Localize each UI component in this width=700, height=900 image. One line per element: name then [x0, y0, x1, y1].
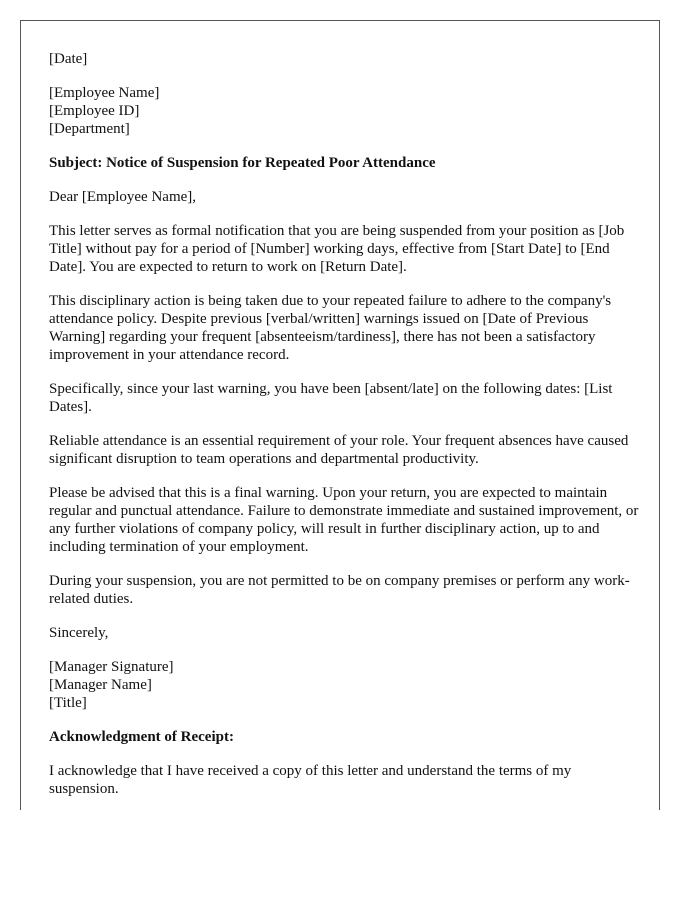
- manager-title: [Title]: [49, 695, 87, 711]
- letter-salutation: Dear [Employee Name],: [49, 189, 197, 205]
- manager-name: [Manager Name]: [49, 677, 152, 693]
- acknowledgment-heading: Acknowledgment of Receipt:: [49, 729, 234, 745]
- paragraph-final-warning: Please be advised that this is a final warning. Upon your return, you are expected to maintain regular and punctual attendance. Failure to demonstrate immediate and sustained improvement, or any further violations of company policy, will result in further disciplinary action, up to and including termination of your employment.: [49, 485, 639, 555]
- letter-date: [Date]: [49, 51, 88, 67]
- paragraph-disciplinary-reason: This disciplinary action is being taken due to your repeated failure to adhere to the company's attendance policy. Despite previous [verbal/written] warnings issued on [Date of Previous Warning] regarding your frequent [absenteeism/tardiness], there has not been a satisfactory improvement in your attendance record.: [49, 293, 612, 363]
- acknowledgment-text: I acknowledge that I have received a copy of this letter and understand the terms of my suspension.: [49, 763, 572, 797]
- letter-body: [49, 50, 639, 810]
- signature-block: [49, 658, 639, 712]
- recipient-id: [Employee ID]: [49, 103, 140, 119]
- recipient-block: [49, 84, 639, 138]
- recipient-name: [Employee Name]: [49, 85, 160, 101]
- letter-subject: Subject: Notice of Suspension for Repeated Poor Attendance: [49, 155, 436, 171]
- letter-page: [20, 20, 660, 810]
- recipient-department: [Department]: [49, 121, 130, 137]
- letter-closing: Sincerely,: [49, 625, 109, 641]
- manager-signature: [Manager Signature]: [49, 659, 174, 675]
- paragraph-attendance-requirement: Reliable attendance is an essential requirement of your role. Your frequent absences have caused significant disruption to team operations and departmental productivity.: [49, 433, 629, 467]
- paragraph-dates: Specifically, since your last warning, you have been [absent/late] on the following dates: [List Dates].: [49, 381, 613, 415]
- paragraph-suspension-terms: During your suspension, you are not permitted to be on company premises or perform any work-related duties.: [49, 573, 630, 607]
- paragraph-suspension-notice: This letter serves as formal notification that you are being suspended from your position as [Job Title] without pay for a period of [Number] working days, effective from [Start Date] to [End Date]. You are expected to return to work on [Return Date].: [49, 223, 625, 275]
